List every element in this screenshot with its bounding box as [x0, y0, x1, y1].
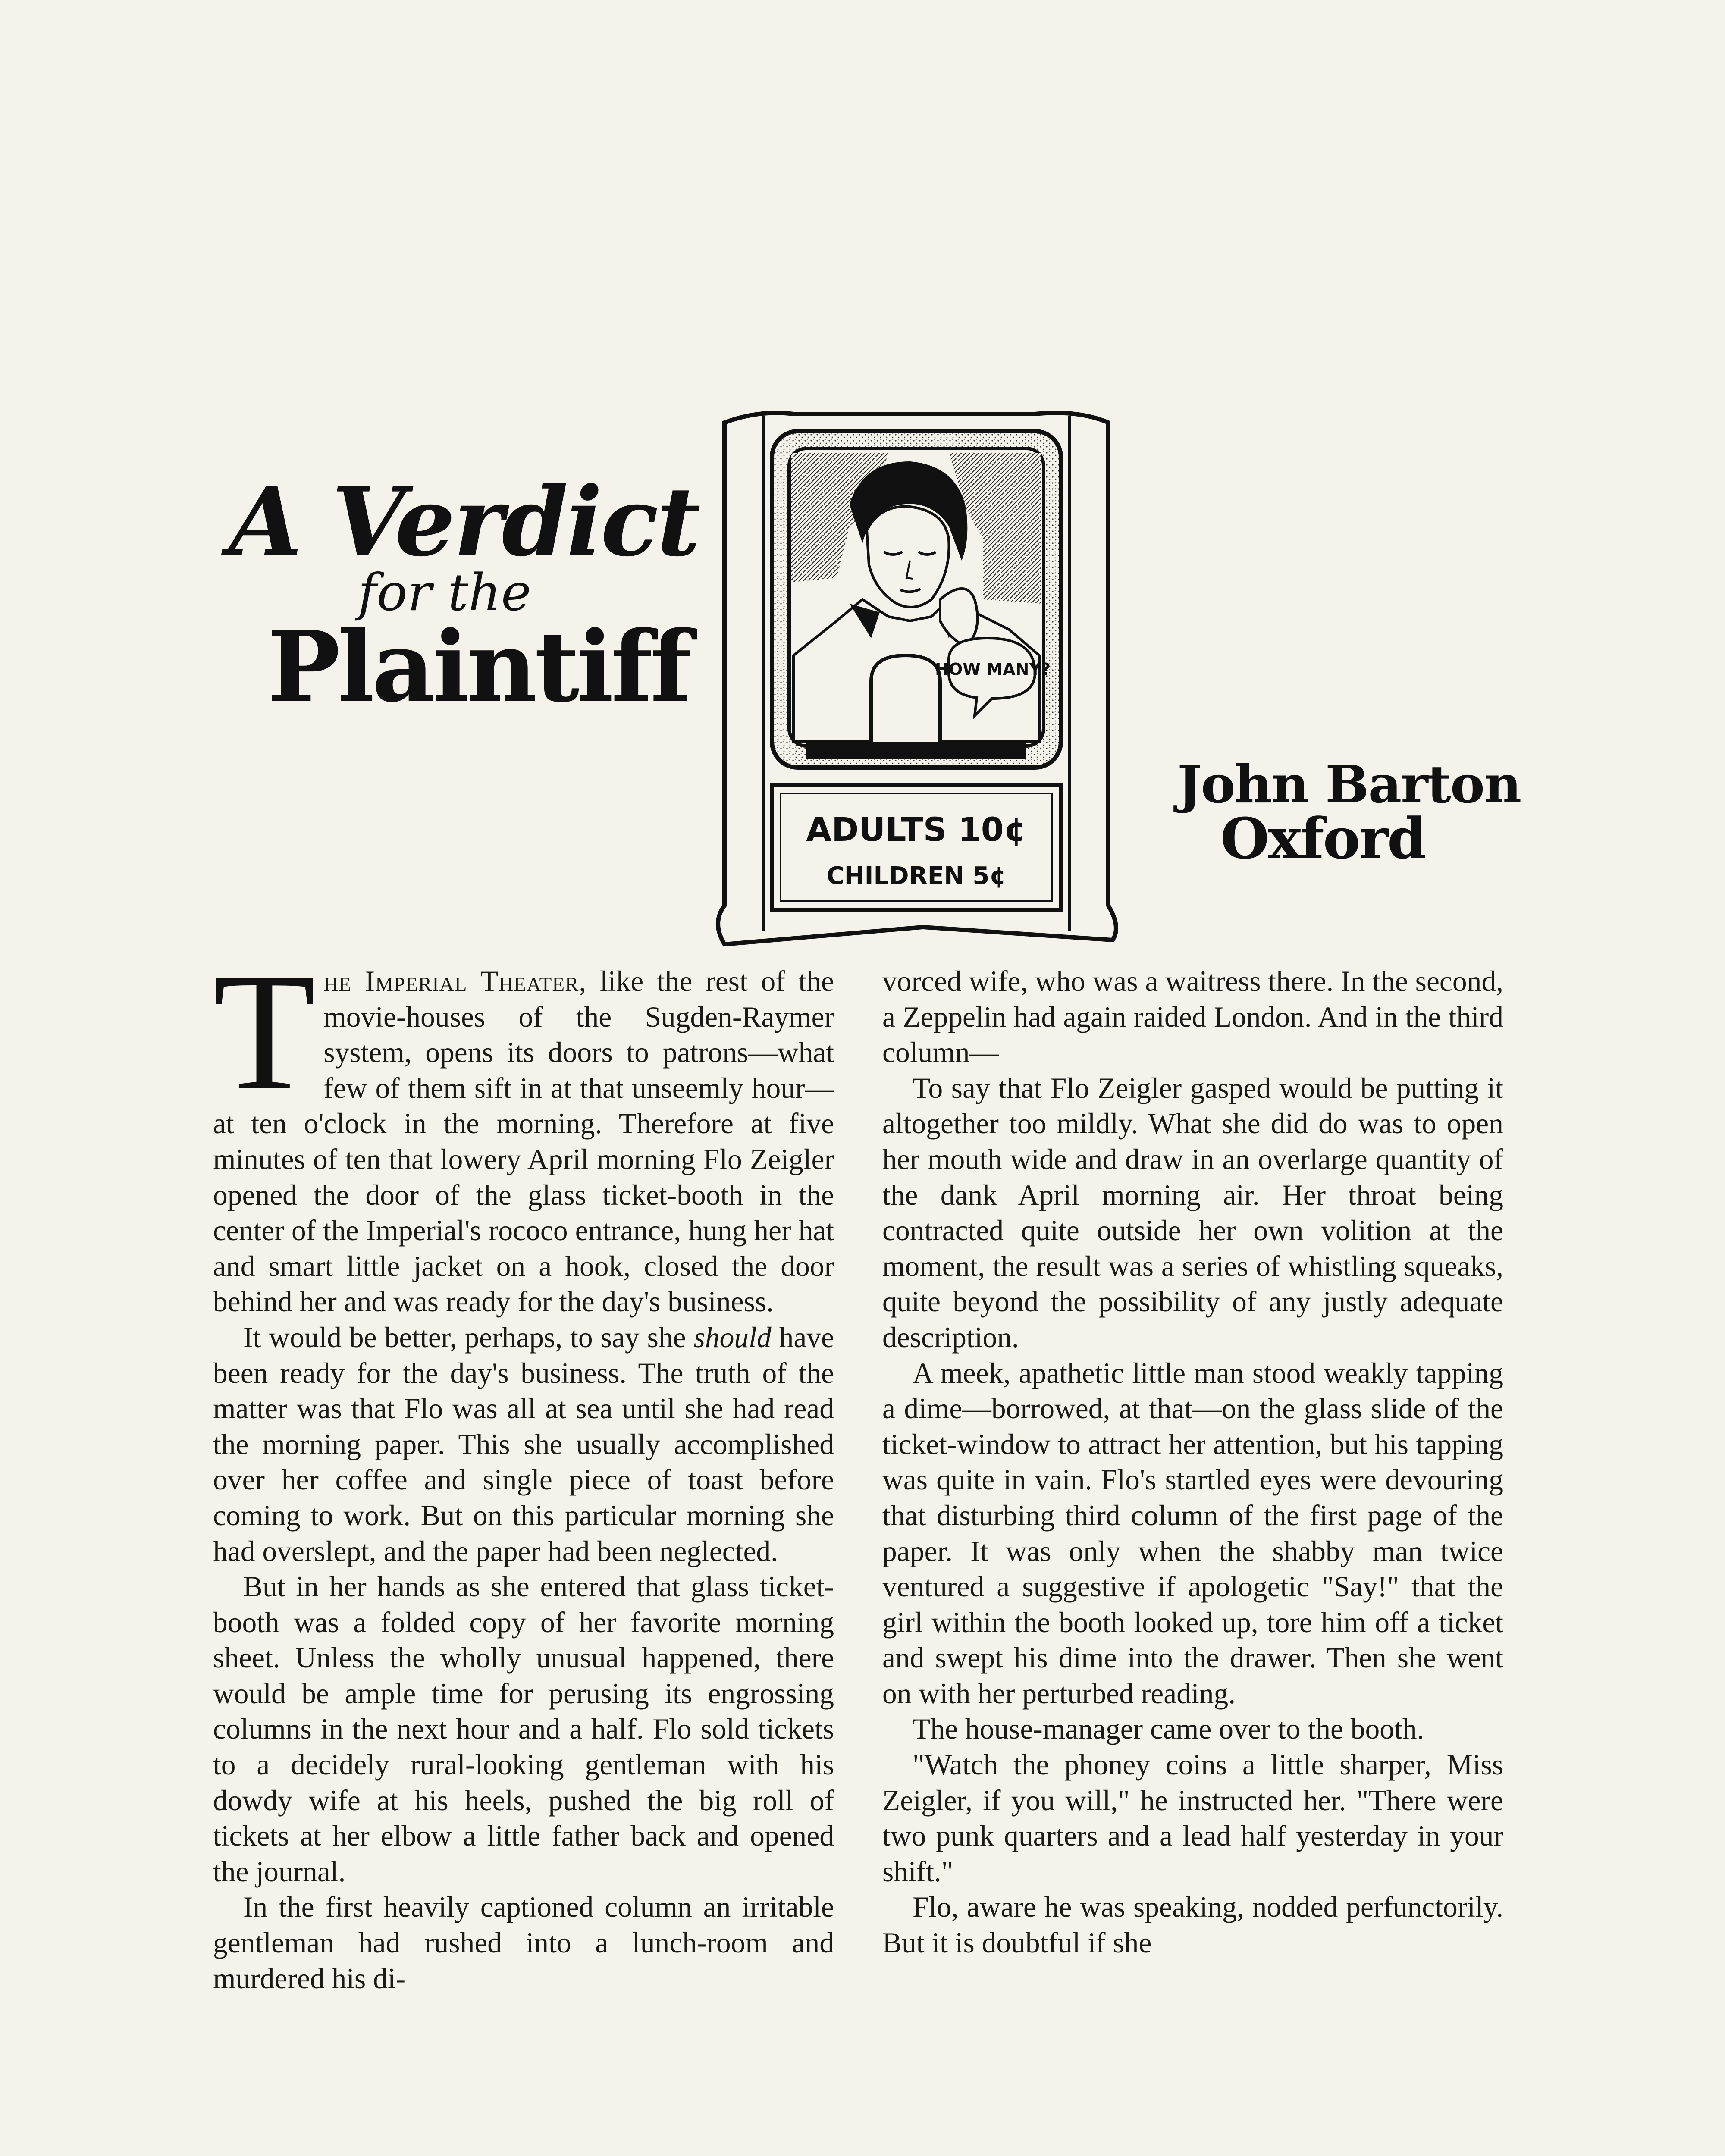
drop-cap: T	[213, 964, 316, 1125]
paragraph-1-text: like the rest of the movie-houses of the Sugden-Raymer system, opens its doors to patrons—what few of them sift in at that unseemly hour—at ten o'clock in the morning. Therefore at five minutes of ten that lowery April morning Flo Zeigler opened the door of the glass ticket-booth in the center of the Imperial's rococo entrance, hung her hat and smart little jacket on a hook, closed the door behind her and was ready for the day's business.	[213, 965, 834, 1318]
paragraph-10: Flo, aware he was speaking, nodded perfunctorily. But it is doubtful if she	[882, 1891, 1503, 1959]
paragraph-8: The house-manager came over to the booth.	[913, 1713, 1424, 1745]
title-lettering	[216, 466, 733, 724]
paragraph-9: "Watch the phoney coins a little sharper, Miss Zeigler, if you will," he instructed her. "There were two punk quarters and a lead half yesterday in your shift."	[882, 1749, 1503, 1888]
title-line-3: Plaintiff	[267, 610, 690, 724]
left-column	[213, 964, 834, 2156]
paragraph-1	[213, 964, 834, 1320]
paragraph-2	[213, 1320, 834, 1569]
paragraph-2-text-a: It would be better, perhaps, to say she	[243, 1321, 694, 1354]
paragraph-5: vorced wife, who was a waitress there. In the second, a Zeppelin had again raided London. And in the third column—	[882, 965, 1503, 1069]
paragraph-2-text-b: have been ready for the day's business. The truth of the matter was that Flo was all at sea until she had read the morning paper. This she usually accomplished over her coffee and single piece of toast before coming to work. But on this particular morning she had overslept, and the paper had been neglected.	[213, 1321, 834, 1567]
author-line-1: John Barton	[1177, 754, 1521, 815]
paragraph-4: In the first heavily captioned column an irritable gentleman had rushed into a lunch-room and murdered his di-	[213, 1891, 834, 1995]
sign-children: CHILDREN 5¢	[826, 862, 1007, 890]
sign-adults: ADULTS 10¢	[806, 810, 1027, 849]
small-caps-lead: he Imperial Theater,	[323, 965, 587, 997]
paragraph-3: But in her hands as she entered that glass ticket-booth was a folded copy of her favorite morning sheet. Unless the wholly unusual happened, there would be ample time for perusing its engrossing columns in the next hour and a half. Flo sold tickets to a decidely rural-looking gentleman with his dowdy wife at his heels, pushed the big roll of tickets at her elbow a little father back and opened the journal.	[213, 1570, 834, 1888]
paragraph-2-italic: should	[693, 1321, 772, 1354]
author-lettering	[1164, 754, 1521, 880]
paragraph-6: To say that Flo Zeigler gasped would be putting it altogether too mildly. What she did do was to open her mouth wide and draw in an overlarge quantity of the dank April morning air. Her throat being contracted quite outside her own volition at the moment, the result was a series of whistling squeaks, quite beyond the possibility of any justly adequate description.	[882, 1072, 1503, 1354]
author-line-2: Oxford	[1220, 805, 1425, 871]
title-line-1: A Verdict	[229, 466, 699, 577]
ticket-booth-illustration	[707, 397, 1130, 953]
speech-bubble-text: HOW MANY?	[935, 660, 1051, 679]
paragraph-7: A meek, apathetic little man stood weakly tapping a dime—borrowed, at that—on the glass slide of the ticket-window to attract her attention, but his tapping was quite in vain. Flo's startled eyes were devouring that disturbing third column of the first page of the paper. It was only when the shabby man twice ventured a suggestive if apologetic "Say!" that the girl within the booth looked up, tore him off a ticket and swept his dime into the drawer. Then she went on with her perturbed reading.	[882, 1357, 1503, 1710]
right-column	[882, 964, 1503, 2156]
title-line-2: for the	[358, 563, 531, 622]
